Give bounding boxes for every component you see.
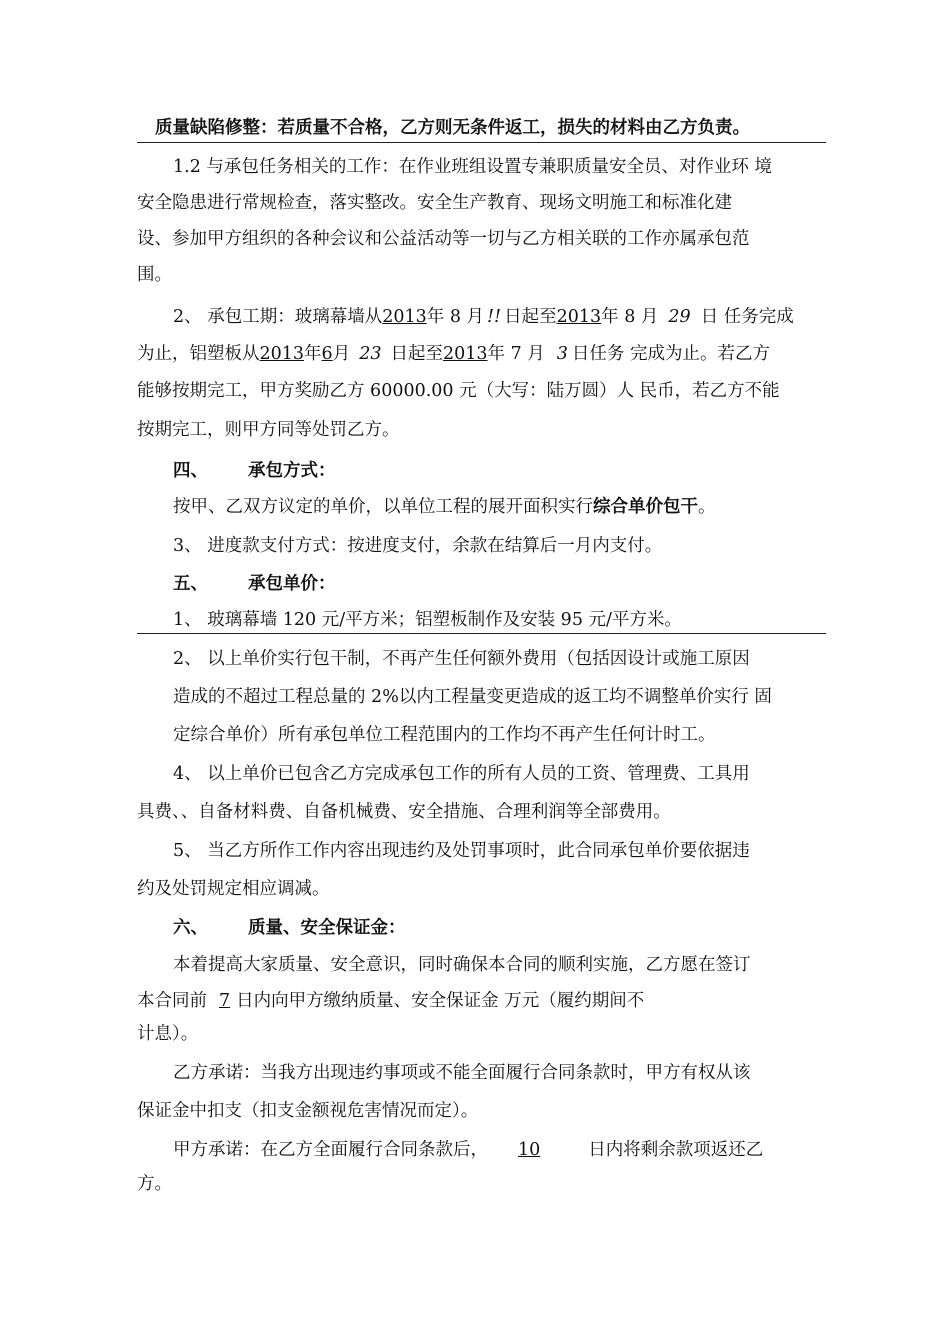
text: 年 — [304, 344, 322, 364]
party-b-promise-line-2: 保证金中扣支（扣支金额视危害情况而定）。 — [137, 1101, 479, 1121]
text: 日 任务完成 — [700, 307, 794, 327]
section-6-line-2 — [137, 989, 644, 1013]
clause-2-line-4: 按期完工，则甲方同等处罚乙方。 — [137, 420, 400, 440]
middle-rule — [137, 633, 826, 634]
year-value: 2013 — [382, 307, 427, 327]
refund-days-value: 10 — [518, 1140, 541, 1160]
year-value: 2013 — [556, 307, 602, 327]
section-4-heading — [173, 459, 336, 483]
section-title: 质量、安全保证金： — [248, 918, 406, 938]
clause-5-2-line-1: 2、 以上单价实行包干制，不再产生任何额外费用（包括因设计或施工原因 — [173, 649, 750, 669]
clause-1-2-line-1: 1.2 与承包任务相关的工作：在作业班组设置专兼职质量安全员、对作业环 境 — [173, 157, 772, 177]
text: 年 8 月 — [601, 307, 659, 327]
section-6-line-3: 计息）。 — [137, 1024, 199, 1044]
text: 为止，铝塑板从 — [137, 344, 260, 364]
party-b-promise-line-1: 乙方承诺：当我方出现违约事项或不能全面履行合同条款时，甲方有权从该 — [173, 1063, 751, 1083]
text: 月 — [332, 344, 351, 364]
section-4-paragraph — [173, 495, 716, 519]
day-value: 3 — [556, 344, 568, 364]
unit-price-line: 1、 玻璃幕墙 120 元/平方米；铝塑板制作及安装 95 元/平方米。 — [173, 610, 682, 630]
section-number: 五、 — [173, 574, 208, 594]
text: 日任务 完成为止。若乙方 — [571, 344, 770, 364]
text: 本合同前 — [137, 991, 207, 1011]
text: 2、 承包工期：玻璃幕墙从 — [173, 307, 383, 327]
section-number: 四、 — [173, 461, 208, 481]
clause-1-2-line-4: 围。 — [137, 265, 172, 285]
top-rule — [137, 142, 826, 143]
clause-5-5-line-1: 5、 当乙方所作工作内容出现违约及处罚事项时，此合同承包单价要依据违 — [173, 841, 750, 861]
day-value: 23 — [359, 344, 382, 364]
clause-1-2-line-2: 安全隐患进行常规检查，落实整改。安全生产教育、现场文明施工和标准化建 — [137, 193, 732, 213]
year-value: 2013 — [259, 344, 305, 364]
party-a-promise-line-1 — [173, 1138, 763, 1162]
clause-5-2-line-3: 定综合单价）所有承包单位工程范围内的工作均不再产生任何计时工。 — [173, 725, 716, 745]
clause-5-5-line-2: 约及处罚规定相应调减。 — [137, 879, 330, 899]
text: 甲方承诺：在乙方全面履行合同条款后， — [173, 1140, 488, 1160]
clause-5-2-line-2: 造成的不超过工程总量的 2%以内工程量变更造成的返工均不调整单价实行 固 — [173, 687, 772, 707]
deposit-days-value: 7 — [219, 991, 231, 1011]
day-value: !! — [487, 307, 502, 327]
text: 日内向甲方缴纳质量、安全保证金 万元（履约期间不 — [236, 991, 645, 1011]
section-title: 承包方式： — [248, 461, 336, 481]
clause-2-line-1 — [173, 305, 794, 329]
clause-5-4-line-1: 4、 以上单价已包含乙方完成承包工作的所有人员的工资、管理费、工具用 — [173, 764, 750, 784]
section-6-heading — [173, 916, 406, 940]
text: 年 8 月 — [426, 307, 485, 327]
section-title: 承包单价： — [248, 574, 336, 594]
section-6-line-1: 本着提高大家质量、安全意识，同时确保本合同的顺利实施，乙方愿在签订 — [173, 955, 751, 975]
party-a-promise-line-2: 方。 — [137, 1174, 172, 1194]
text: 按甲、乙双方议定的单价，以单位工程的展开面积实行 — [173, 497, 593, 517]
text: 日起至 — [504, 307, 557, 327]
clause-2-line-3: 能够按期完工，甲方奖励乙方 60000.00 元（大写：陆万圆）人 民币，若乙方不能 — [137, 381, 780, 401]
text: 日起至 — [390, 344, 443, 364]
clause-5-4-line-2: 具费、、自备材料费、自备机械费、安全措施、合理利润等全部费用。 — [137, 802, 671, 822]
text: 年 7 月 — [487, 344, 545, 364]
progress-payment-line: 3、 进度款支付方式：按进度支付，余款在结算后一月内支付。 — [173, 536, 663, 556]
year-value: 2013 — [442, 344, 488, 364]
day-value: 29 — [668, 307, 691, 327]
section-number: 六、 — [173, 918, 208, 938]
month-value: 6 — [321, 344, 333, 364]
text: 日内将剩余款项返还乙 — [588, 1140, 764, 1160]
quality-defect-line: 质量缺陷修整：若质量不合格，乙方则无条件返工，损失的材料由乙方负责。 — [155, 118, 750, 138]
bold-term: 综合单价包干 — [593, 497, 698, 517]
clause-2-line-2 — [137, 342, 770, 366]
section-5-heading — [173, 572, 336, 596]
clause-1-2-line-3: 设、参加甲方组织的各种会议和公益活动等一切与乙方相关联的工作亦属承包范 — [137, 229, 750, 249]
text: 。 — [698, 497, 716, 517]
